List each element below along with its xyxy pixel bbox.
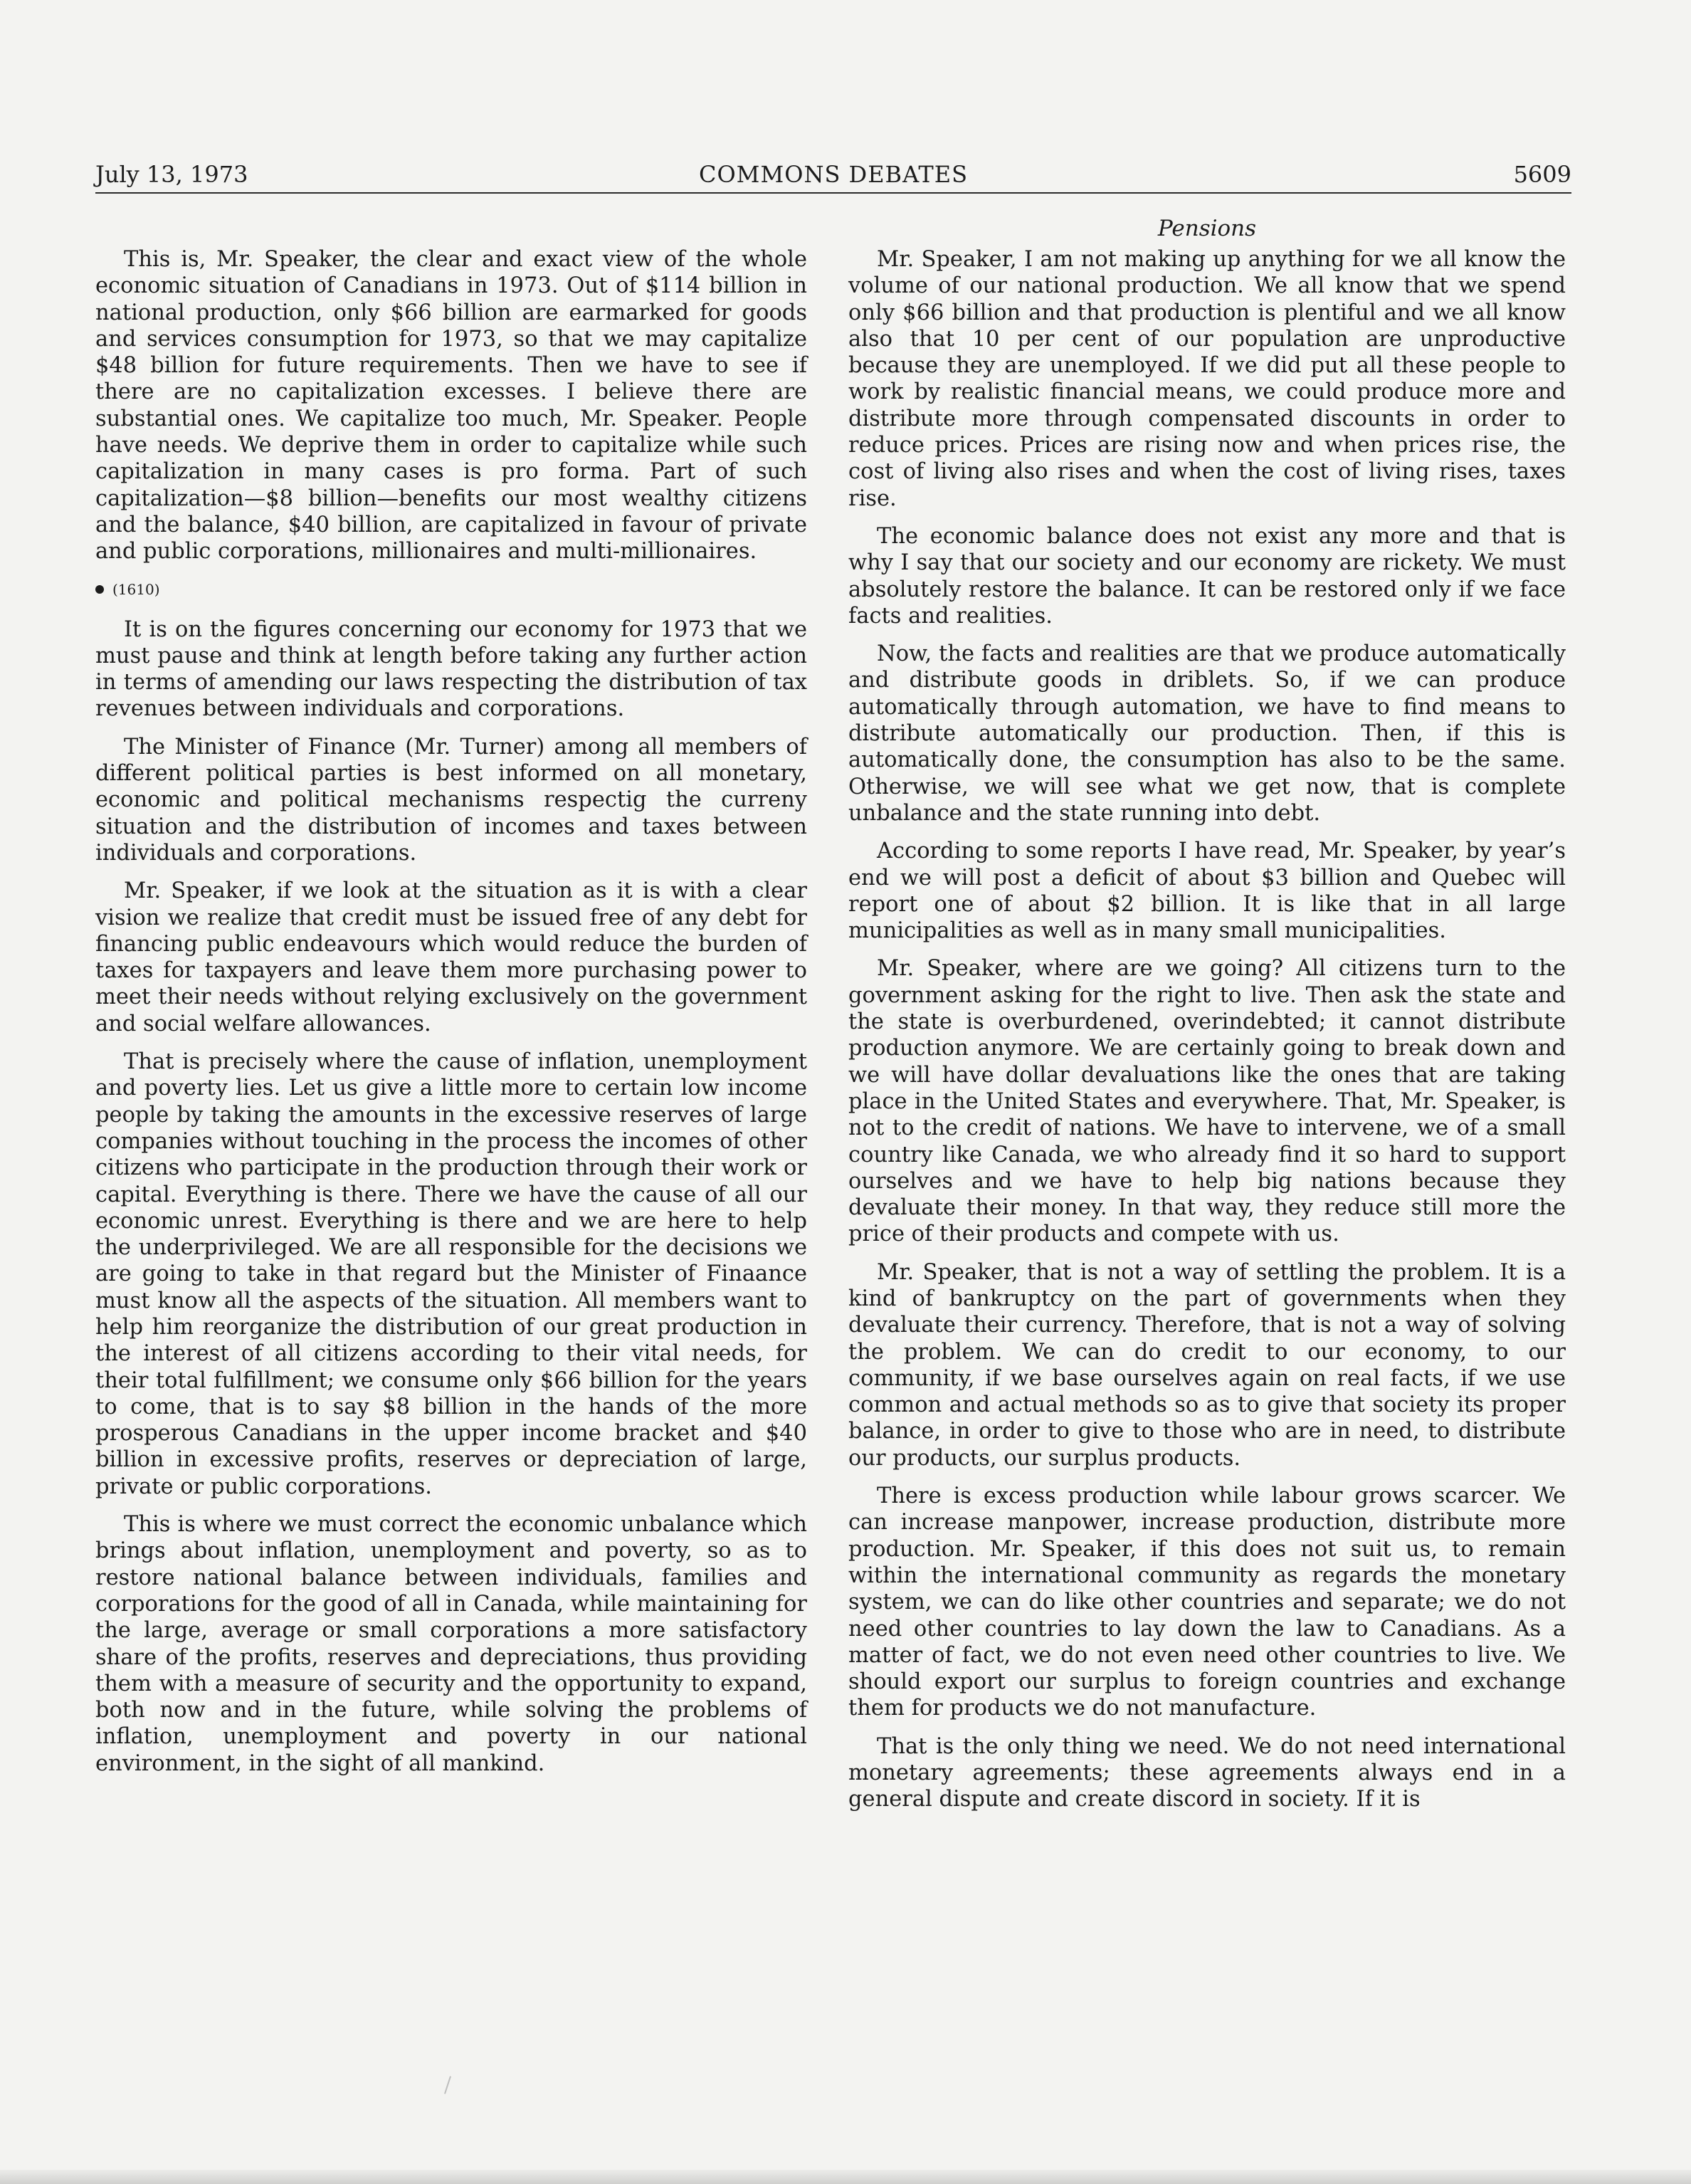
time-marker <box>95 577 807 602</box>
left-paragraphs-after-marker <box>95 616 807 1777</box>
paragraph: The Minister of Finance (Mr. Turner) among all members of different political parties is best informed on all monetary, economic and political mechanisms respectig the curreny situation and the distribution of incomes and taxes between individuals and corporations. <box>95 734 807 866</box>
paragraph: Mr. Speaker, that is not a way of settling the problem. It is a kind of bankruptcy on the part of governments when they devaluate their currency. Therefore, that is not a way of solving the problem. We can do credit to our economy, to our community, if we base ourselves again on real facts, if we use common and actual methods so as to give that society its proper balance, in order to give to those who are in need, to distribute our products, our surplus products. <box>848 1259 1566 1471</box>
paragraph: Mr. Speaker, I am not making up anything for we all know the volume of our national production. We all know that we spend only $66 billion and that production is plentiful and we all know also that 10 per cent of our population are unproductive because they are unemployed. If we did put all these people to work by realistic financial means, we could produce more and distribute more through compensated discounts in order to reduce prices. Prices are rising now and when prices rise, the cost of living also rises and when the cost of living rises, taxes rise. <box>848 247 1566 511</box>
paragraph: There is excess production while labour grows scarcer. We can increase manpower, increase production, distribute more production. Mr. Speaker, if this does not suit us, to remain within the international community as regards the monetary system, we can do like other countries and separate; we do not need other countries to lay down the law to Canadians. As a matter of fact, we do not even need other countries to live. We should export our surplus to foreign countries and exchange them for products we do not manufacture. <box>848 1484 1566 1721</box>
paragraph: Now, the facts and realities are that we produce automatically and distribute goods in driblets. So, if we can produce automatically through automation, we have to find means to distribute automatically our production. Then, if this is automatically done, the consumption has also to be the same. Otherwise, we will see what we get now, that is complete unbalance and the state running into debt. <box>848 641 1566 826</box>
section-heading: Pensions <box>1157 216 1257 241</box>
paragraph: According to some reports I have read, Mr. Speaker, by year’s end we will post a deficit of about $3 billion and Quebec will report one of about $2 billion. It is like that in all large municipalities as well as in many small municipalities. <box>848 839 1566 944</box>
header-page-number: 5609 <box>1513 161 1571 188</box>
page-header <box>95 158 1571 191</box>
stray-pencil-mark <box>444 2076 451 2094</box>
header-rule <box>95 192 1571 194</box>
left-column <box>95 246 807 1788</box>
header-title: COMMONS DEBATES <box>698 161 969 188</box>
bullet-icon <box>95 585 104 594</box>
header-date: July 13, 1973 <box>95 161 248 188</box>
right-column <box>848 214 1566 1825</box>
paragraph: The economic balance does not exist any more and that is why I say that our society and our economy are rickety. We must absolutely restore the balance. It can be restored only if we face facts and realities. <box>848 523 1566 629</box>
paragraph: This is, Mr. Speaker, the clear and exact view of the whole economic situation of Canadians in 1973. Out of $114 billion in national production, only $66 billion are earmarked for goods and services consumption for 1973, so that we may capitalize $48 billion for future requirements. Then we have to see if there are no capitalization excesses. I believe there are substantial ones. We capitalize too much, Mr. Speaker. People have needs. We deprive them in order to capitalize while such capitalization in many cases is pro forma. Part of such capitalization—$8 billion—benefits our most wealthy citizens and the balance, $40 billion, are capitalized in favour of private and public corporations, millionaires and multi-millionaires. <box>95 247 807 565</box>
paragraph: Mr. Speaker, if we look at the situation as it is with a clear vision we realize that credit must be issued free of any debt for financing public endeavours which would reduce the burden of taxes for taxpayers and leave them more purchasing power to meet their needs without relying exclusively on the government and social welfare allowances. <box>95 878 807 1036</box>
page-bottom-edge <box>0 2170 1691 2184</box>
paragraph: That is precisely where the cause of inflation, unemployment and poverty lies. Let us give a little more to certain low income people by taking the amounts in the excessive reserves of large companies without touching in the process the incomes of other citizens who participate in the production through their work or capital. Everything is there. There we have the cause of all our economic unrest. Everything is there and we are here to help the underprivileged. We are all responsible for the decisions we are going to take in that regard but the Minister of Finaance must know all the aspects of the situation. All members want to help him reorganize the distribution of our great production in the interest of all citizens according to their vital needs, for their total fulfillment; we consume only $66 billion for the years to come, that is to say $8 billion in the hands of the more prosperous Canadians in the upper income bracket and $40 billion in excessive profits, reserves or depreciation of large, private or public corporations. <box>95 1049 807 1499</box>
paragraph: This is where we must correct the economic unbalance which brings about inflation, unemployment and poverty, so as to restore national balance between individuals, families and corporations for the good of all in Canada, while maintaining for the large, average or small corporations a more satisfactory share of the profits, reserves and depreciations, thus providing them with a measure of security and the opportunity to expand, both now and in the future, while solving the problems of inflation, unemployment and poverty in our national environment, in the sight of all mankind. <box>95 1512 807 1776</box>
paragraph: Mr. Speaker, where are we going? All citizens turn to the government asking for the right to live. Then ask the state and the state is overburdened, overindebted; it cannot distribute production anymore. We are certainly going to break down and we will have dollar devaluations like the ones that are taking place in the United States and everywhere. That, Mr. Speaker, is not to the credit of nations. We have to intervene, we of a small country like Canada, we who already find it so hard to support ourselves and we have to help big nations because they devaluate their money. In that way, they reduce still more the price of their products and compete with us. <box>848 956 1566 1247</box>
paragraph: It is on the figures concerning our economy for 1973 that we must pause and think at length before taking any further action in terms of amending our laws respecting the distribution of tax revenues between individuals and corporations. <box>95 616 807 722</box>
left-paragraphs-before-marker <box>95 246 807 565</box>
time-marker-label: (1610) <box>112 580 160 598</box>
paragraph: That is the only thing we need. We do not need international monetary agreements; these agreements always end in a general dispute and create discord in society. If it is <box>848 1733 1566 1812</box>
right-paragraphs <box>848 246 1566 1813</box>
